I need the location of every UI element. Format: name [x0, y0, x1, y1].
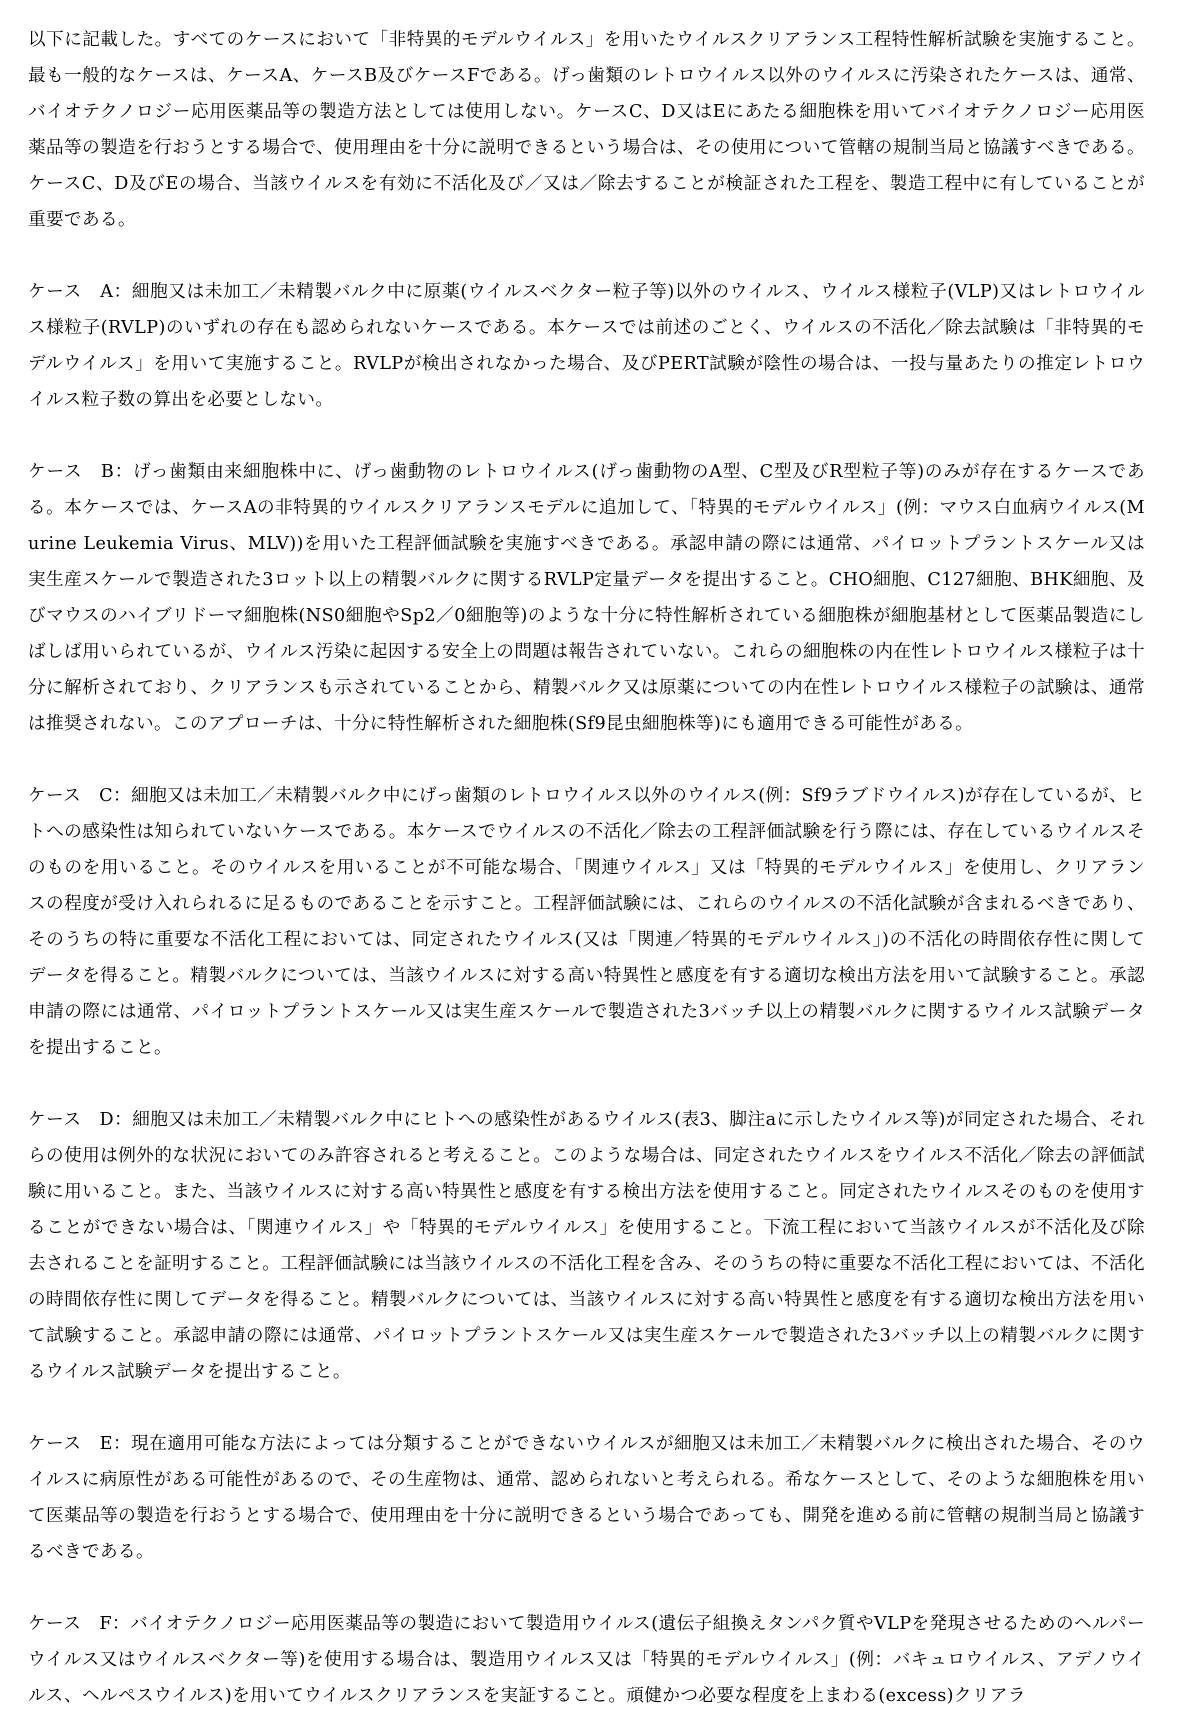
intro-text: 以下に記載した。すべてのケースにおいて「非特異的モデルウイルス」を用いたウイルスクリアランス工程特性解析試験を実施すること。最も一般的なケースは、ケースA、ケースB及びケースFである。げっ歯類のレトロウイルス以外のウイルスに汚染されたケースは、通常、バイオテクノロジー応用医薬品等の製造方法としては使用しない。ケースC、D又はEにあたる細胞株を用いてバイオテクノロジー応用医薬品等の製造を行おうとする場合で、使用理由を十分に説明できるという場合は、その使用について管轄の規制当局と協議すべきである。ケースC、D及びEの場合、当該ウイルスを有効に不活化及び／又は／除去することが検証された工程を、製造工程中に有していることが重要である。 [28, 30, 1145, 230]
case-a-text: 細胞又は未加工／未精製バルク中に原薬(ウイルスベクター粒子等)以外のウイルス、ウイルス様粒子(VLP)又はレトロウイルス様粒子(RVLP)のいずれの存在も認められないケースである。本ケースでは前述のごとく、ウイルスの不活化／除去試験は「非特異的モデルウイルス」を用いて実施すること。RVLPが検出されなかった場合、及びPERT試験が陰性の場合は、一投与量あたりの推定レトロウイルス粒子数の算出を必要としない。 [28, 282, 1146, 410]
case-b-paragraph [28, 454, 1145, 742]
case-e-text: 現在適用可能な方法によっては分類することができないウイルスが細胞又は未加工／未精製バルクに検出された場合、そのウイルスに病原性がある可能性があるので、その生産物は、通常、認められないと考えられる。希なケースとして、そのような細胞株を用いて医薬品等の製造を行おうとする場合で、使用理由を十分に説明できるという場合であっても、開発を進める前に管轄の規制当局と協議するべきである。 [28, 1434, 1145, 1562]
case-d-label: ケース D： [28, 1110, 133, 1130]
case-f-text: バイオテクノロジー応用医薬品等の製造において製造用ウイルス(遺伝子組換えタンパク質やVLPを発現させるためのヘルパーウイルス又はウイルスベクター等)を使用する場合は、製造用ウイルス又は「特異的モデルウイルス」(例：バキュロウイルス、アデノウイルス、ヘルペスウイルス)を用いてウイルスクリアランスを実証すること。頑健かつ必要な程度を上まわる(excess)クリアラ [28, 1614, 1145, 1706]
case-c-label: ケース C： [28, 786, 132, 806]
case-b-text: げっ歯類由来細胞株中に、げっ歯動物のレトロウイルス(げっ歯動物のA型、C型及びR型粒子等)のみが存在するケースである。本ケースでは、ケースAの非特異的ウイルスクリアランスモデルに追加して、「特異的モデルウイルス」(例：マウス白血病ウイルス(Murine Leukemia Virus、MLV))を用いた工程評価試験を実施すべきである。承認申請の際には通常、パイロットプラントスケール又は実生産スケールで製造された3ロット以上の精製バルクに関するRVLP定量データを提出すること。CHO細胞、C127細胞、BHK細胞、及びマウスのハイブリドーマ細胞株(NS0細胞やSp2／0細胞等)のような十分に特性解析されている細胞株が細胞基材として医薬品製造にしばしば用いられているが、ウイルス汚染に起因する安全上の問題は報告されていない。これらの細胞株の内在性レトロウイルス様粒子は十分に解析されており、クリアランスも示されていることから、精製バルク又は原薬についての内在性レトロウイルス様粒子の試験は、通常は推奨されない。このアプローチは、十分に特性解析された細胞株(Sf9昆虫細胞株等)にも適用できる可能性がある。 [28, 462, 1146, 734]
case-f-paragraph [28, 1606, 1145, 1714]
case-e-paragraph [28, 1426, 1145, 1570]
case-d-paragraph [28, 1102, 1145, 1390]
case-a-label: ケース A： [28, 282, 132, 302]
intro-paragraph [28, 22, 1145, 238]
case-d-text: 細胞又は未加工／未精製バルク中にヒトへの感染性があるウイルス(表3、脚注aに示したウイルス等)が同定された場合、それらの使用は例外的な状況においてのみ許容されると考えること。このような場合は、同定されたウイルスをウイルス不活化／除去の評価試験に用いること。また、当該ウイルスに対する高い特異性と感度を有する検出方法を使用すること。同定されたウイルスそのものを使用することができない場合は、「関連ウイルス」や「特異的モデルウイルス」を使用すること。下流工程において当該ウイルスが不活化及び除去されることを証明すること。工程評価試験には当該ウイルスの不活化工程を含み、そのうちの特に重要な不活化工程においては、不活化の時間依存性に関してデータを得ること。精製バルクについては、当該ウイルスに対する高い特異性と感度を有する適切な検出方法を用いて試験すること。承認申請の際には通常、パイロットプラントスケール又は実生産スケールで製造された3バッチ以上の精製バルクに関するウイルス試験データを提出すること。 [28, 1110, 1145, 1382]
case-c-paragraph [28, 778, 1145, 1066]
case-b-label: ケース B： [28, 462, 134, 482]
case-e-label: ケース E： [28, 1434, 132, 1454]
case-c-text: 細胞又は未加工／未精製バルク中にげっ歯類のレトロウイルス以外のウイルス(例：Sf9ラブドウイルス)が存在しているが、ヒトへの感染性は知られていないケースである。本ケースでウイルスの不活化／除去の工程評価試験を行う際には、存在しているウイルスそのものを用いること。そのウイルスを用いることが不可能な場合、「関連ウイルス」又は「特異的モデルウイルス」を使用し、クリアランスの程度が受け入れられるに足るものであることを示すこと。工程評価試験には、これらのウイルスの不活化試験が含まれるべきであり、そのうちの特に重要な不活化工程においては、同定されたウイルス(又は「関連／特異的モデルウイルス」)の不活化の時間依存性に関してデータを得ること。精製バルクについては、当該ウイルスに対する高い特異性と感度を有する適切な検出方法を用いて試験すること。承認申請の際には通常、パイロットプラントスケール又は実生産スケールで製造された3バッチ以上の精製バルクに関するウイルス試験データを提出すること。 [28, 786, 1145, 1058]
case-a-paragraph [28, 274, 1145, 418]
case-f-label: ケース F： [28, 1614, 131, 1634]
